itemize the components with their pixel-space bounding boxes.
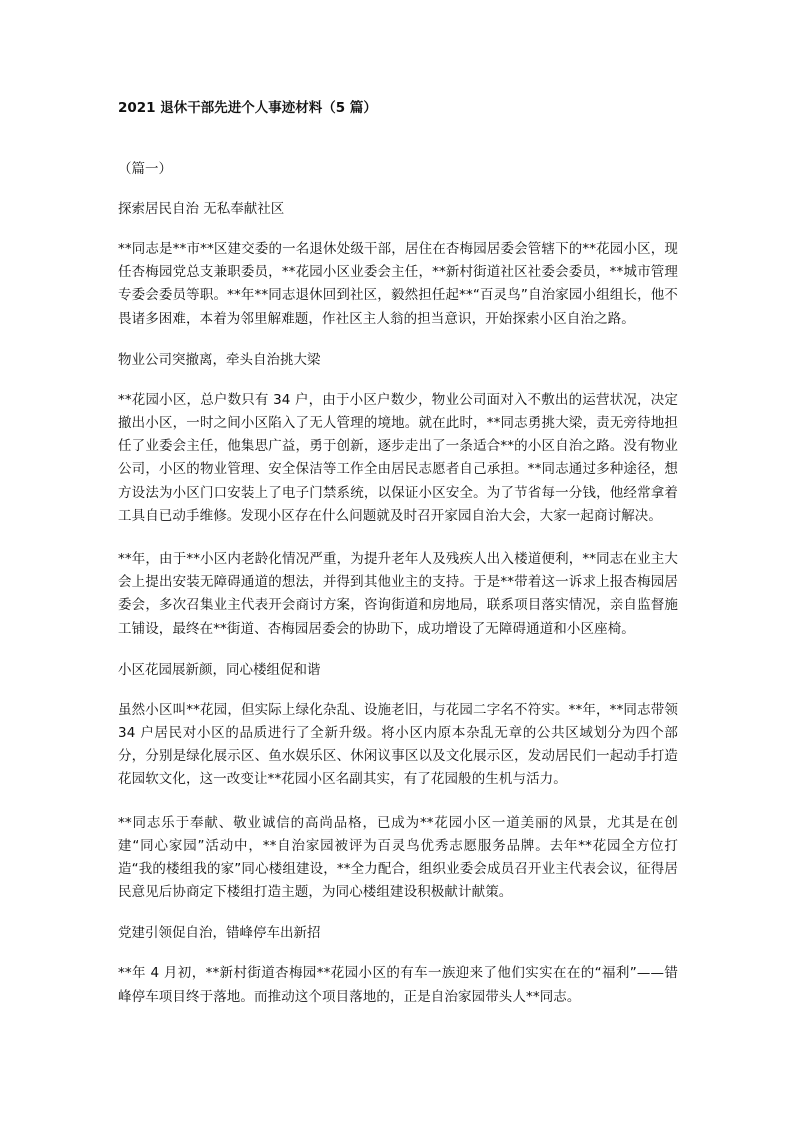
heading-explore-autonomy: 探索居民自治 无私奉献社区 — [118, 201, 285, 217]
paragraph-property: **花园小区，总户数只有 34 户，由于小区户数少，物业公司面对入不敷出的运营状况，决定撤出小区，一时之间小区陷入了无人管理的境地。就在此时，**同志勇挑大梁，责无旁待地担任了业委会主任，他集思广益，勇于创新，逐步走出了一条适合**的小区自治之路。没有物业公司，小区的物业管理、安全保洁等工作全由居民志愿者自己承担。**同志通过多种途径，想方设法为小区门口安装上了电子门禁系统，以保证小区安全。为了节省每一分钱，他经常拿着工具自已动手维修。发现小区存在什么问题就及时召开家园自治大会，大家一起商讨解决。 — [118, 391, 678, 524]
heading-garden-renewal: 小区花园展新颜，同心楼组促和谐 — [118, 661, 321, 678]
paragraph-garden: 虽然小区叫**花园，但实际上绿化杂乱、设施老旧，与花园二字名不符实。**年，**同志带领 34 户居民对小区的品质进行了全新升级。将小区内原本杂乱无章的公共区域划分为四个部分，分别是绿化展示区、鱼水娱乐区、休闲议事区以及文化展示区，发动居民们一起动手打造花园软文化，这一改变让**花园小区名副其实，有了花园般的生机与活力。 — [118, 701, 678, 788]
section-label: （篇一） — [118, 161, 172, 177]
document-body — [118, 160, 678, 1029]
paragraph-accessibility: **年，由于**小区内老龄化情况严重，为提升老年人及残疾人出入楼道便利，**同志在业主大会上提出安装无障碍通道的想法，并得到其他业主的支持。于是**带着这一诉求上报杏梅园居委会，多次召集业主代表开会商讨方案，咨询街道和房地局，联系项目落实情况，亲自监督施工铺设，最终在**街道、杏梅园居委会的协助下，成功增设了无障碍通道和小区座椅。 — [118, 551, 678, 637]
paragraph-volunteer: **同志乐于奉献、敬业诚信的高尚品格，已成为**花园小区一道美丽的风景，尤其是在创建“同心家园”活动中，**自治家园被评为百灵鸟优秀志愿服务品牌。去年**花园全方位打造“我的楼组我的家”同心楼组建设，**全力配合，组织业委会成员召开业主代表会议，征得居民意见后协商定下楼组打造主题，为同心楼组建设积极献计献策。 — [118, 814, 678, 901]
document-title: 2021 退休干部先进个人事迹材料（5 篇） — [118, 100, 377, 116]
paragraph-intro: **同志是**市**区建交委的一名退休处级干部，居住在杏梅园居委会管辖下的**花园小区，现任杏梅园党总支兼职委员，**花园小区业委会主任，**新村街道社区社委会委员，**城市管理专委会委员等职。**年**同志退休回到社区，毅然担任起**“百灵鸟”自治家园小组组长，他不畏诸多困难，本着为邻里解难题，作社区主人翁的担当意识，开始探索小区自治之路。 — [118, 241, 678, 327]
heading-property-withdrawal: 物业公司突撤离，牵头自治挑大梁 — [118, 351, 321, 368]
heading-party-building: 党建引领促自治，错峰停车出新招 — [118, 925, 321, 942]
paragraph-parking: **年 4 月初，**新村街道杏梅园**花园小区的有车一族迎来了他们实实在在的“福利”——错峰停车项目终于落地。而推动这个项目落地的，正是自治家园带头人**同志。 — [118, 965, 678, 1005]
